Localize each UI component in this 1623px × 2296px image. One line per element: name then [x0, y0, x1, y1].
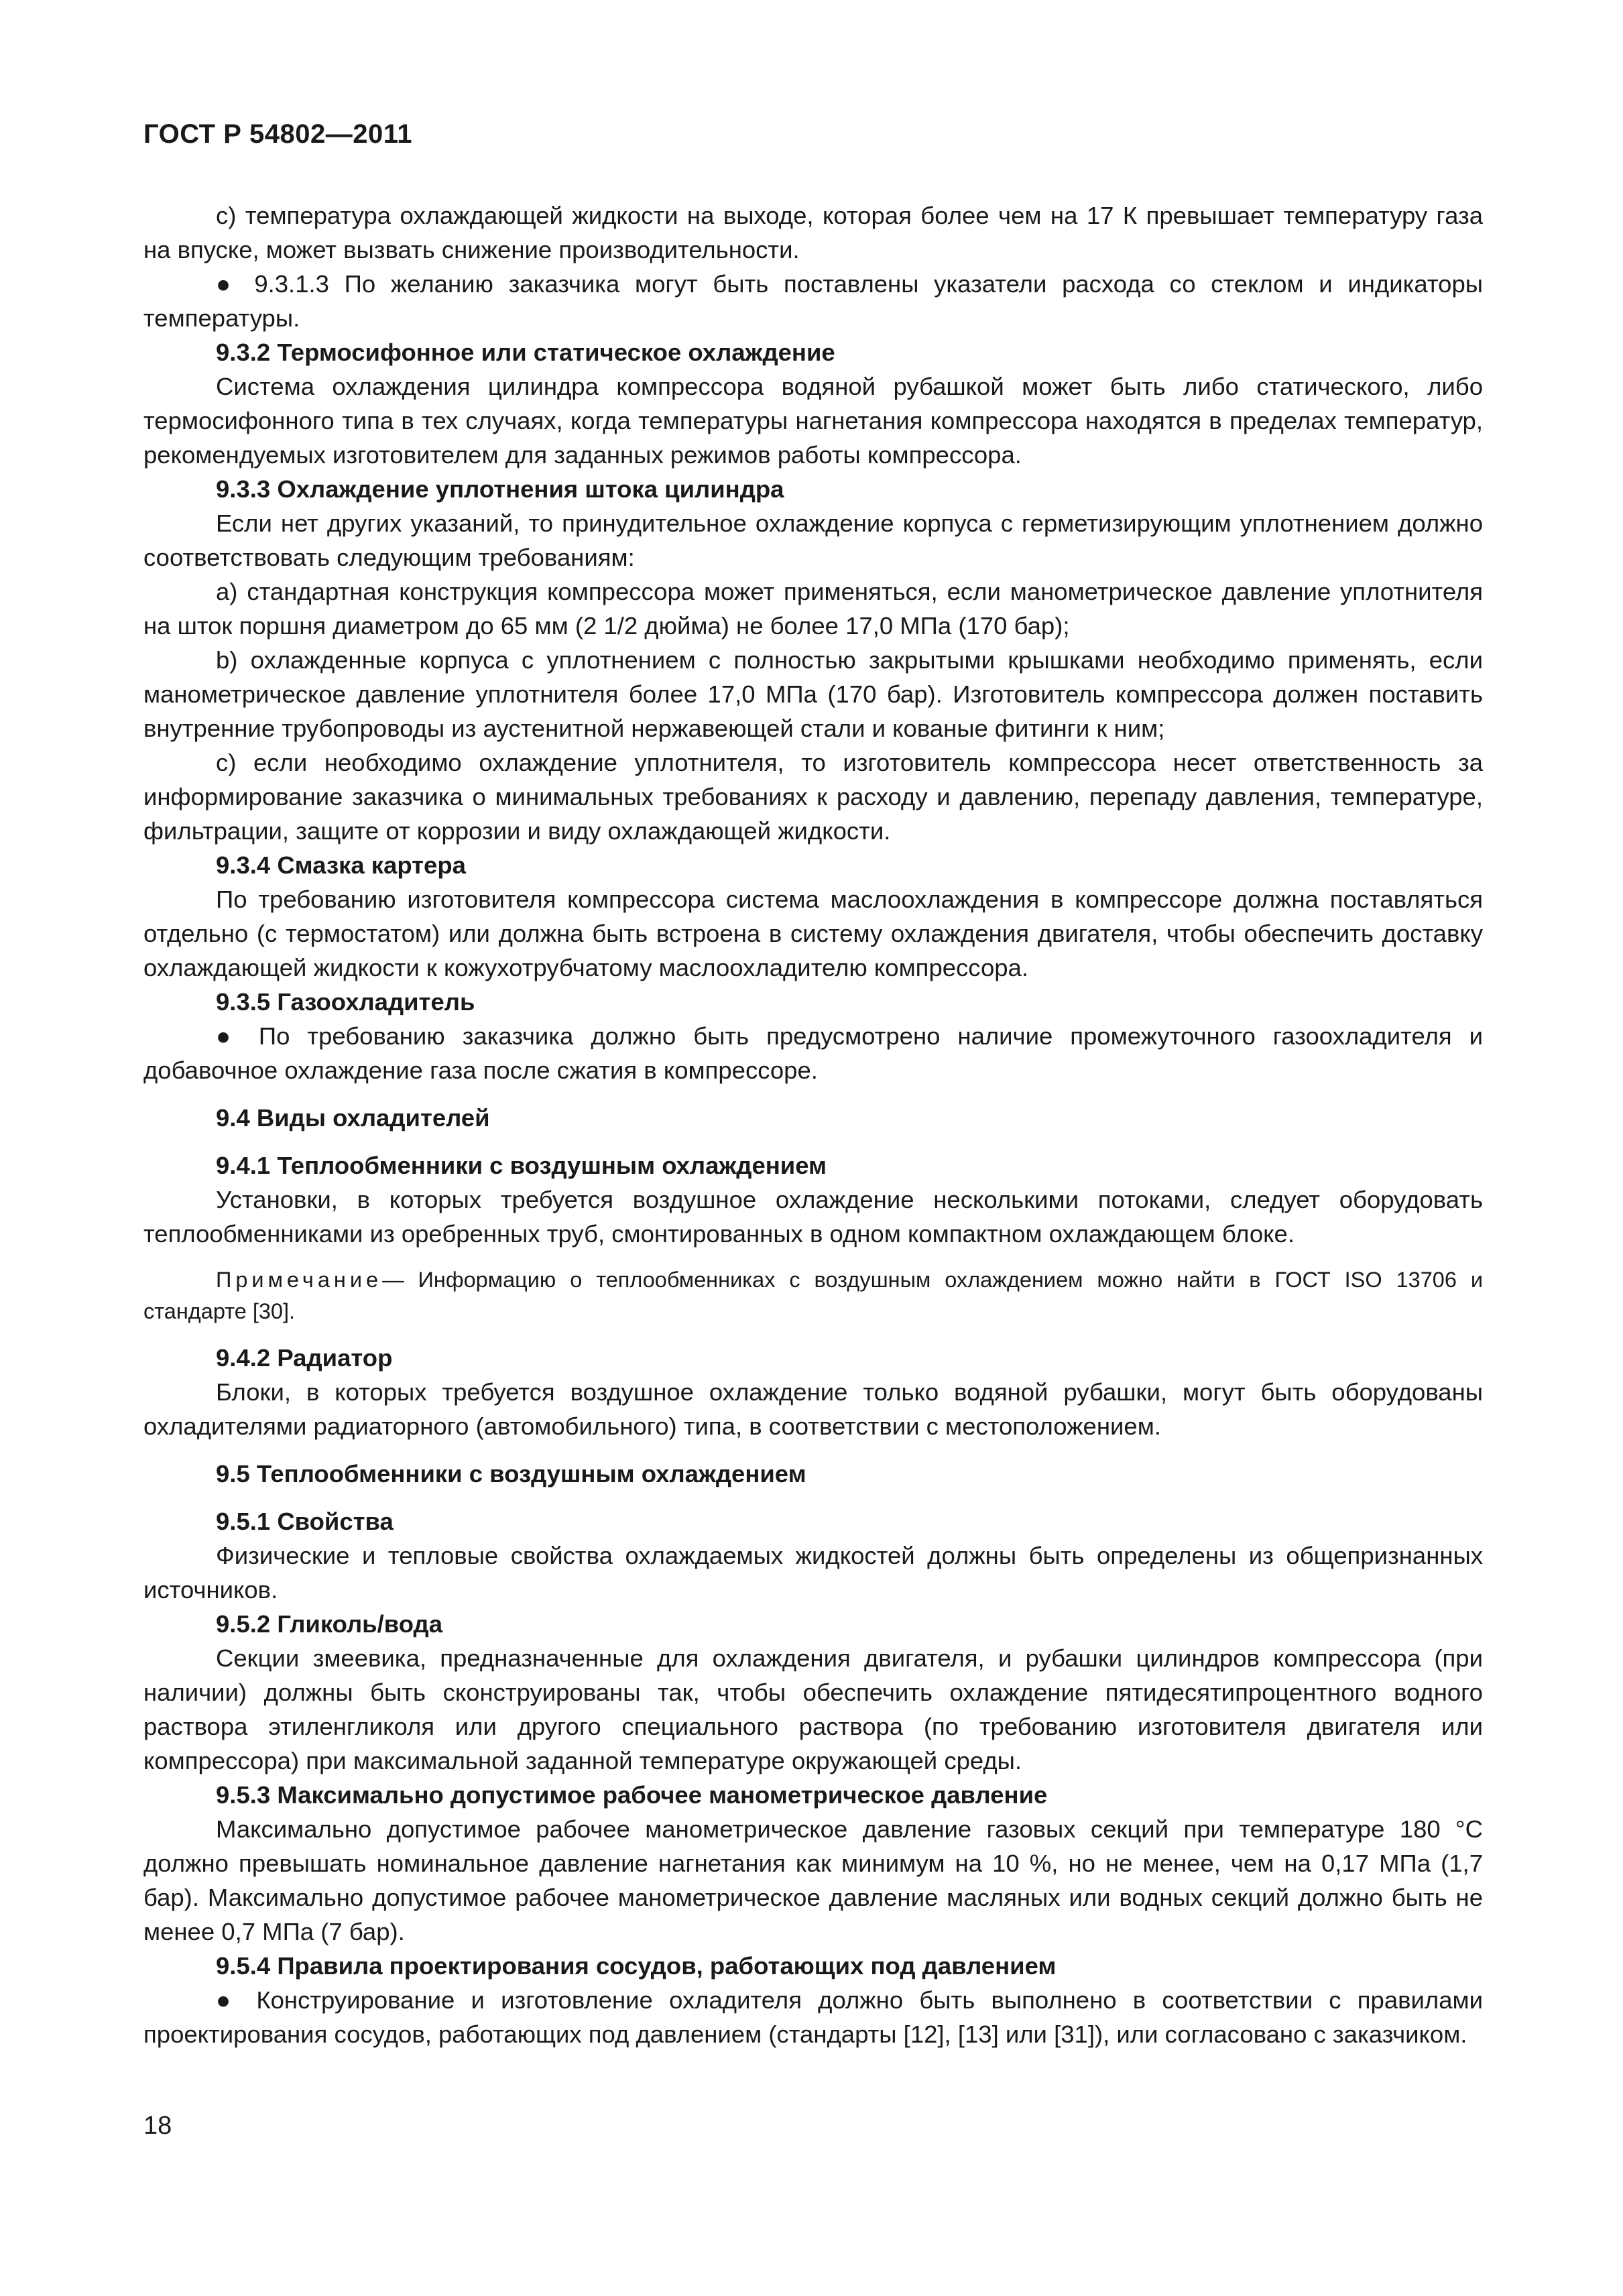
paragraph-9-4-1: Установки, в которых требуется воздушное охлаждение несколькими потоками, следует оборудовать теплообменниками из оребренных труб, смонтированных в одном компактном охлаждающем блоке. — [143, 1186, 1483, 1248]
heading-9-5-4: 9.5.4 Правила проектирования сосудов, работающих под давлением — [216, 1952, 1057, 1980]
heading-9-5-3: 9.5.3 Максимально допустимое рабочее манометрическое давление — [216, 1781, 1048, 1809]
heading-9-3-4: 9.3.4 Смазка картера — [216, 851, 466, 879]
heading-9-5: 9.5 Теплообменники с воздушным охлаждением — [216, 1460, 806, 1488]
note-9-4-1 — [143, 1264, 1483, 1327]
paragraph-9-3-3-a: a) стандартная конструкция компрессора может применяться, если манометрическое давление уплотнителя на шток поршня диаметром до 65 мм (2 1/2 дюйма) не более 17,0 МПа (170 бар); — [143, 578, 1483, 640]
document-body — [143, 198, 1483, 2051]
paragraph-9-3-2: Система охлаждения цилиндра компрессора водяной рубашкой может быть либо статического, либо термосифонного типа в тех случаях, когда температуры нагнетания компрессора находятся в пределах температур, рекомендуемых изготовителем для заданных режимов работы компрессора. — [143, 373, 1483, 469]
heading-9-3-2: 9.3.2 Термосифонное или статическое охлаждение — [216, 339, 835, 366]
paragraph-9-3-3-c: с) если необходимо охлаждение уплотнителя, то изготовитель компрессора несет ответственность за информирование заказчика о минимальных требованиях к расходу и давлению, перепаду давления, температуре, фильтрации, защите от коррозии и виду охлаждающей жидкости. — [143, 749, 1483, 845]
note-label: Примечание — [216, 1268, 383, 1292]
paragraph-9-5-4: ● Конструирование и изготовление охладителя должно быть выполнено в соответствии с правилами проектирования сосудов, работающих под давлением (стандарты [12], [13] или [31]), или согласовано с заказчиком. — [143, 1986, 1483, 2048]
paragraph-9-5-1: Физические и тепловые свойства охлаждаемых жидкостей должны быть определены из общепризнанных источников. — [143, 1542, 1483, 1604]
page-number: 18 — [143, 2112, 172, 2140]
paragraph-9-5-2: Секции змеевика, предназначенные для охлаждения двигателя, и рубашки цилиндров компрессора (при наличии) должны быть сконструированы так, чтобы обеспечить охлаждение пятидесятипроцентного водного раствора этиленгликоля или другого специального раствора (по требованию изготовителя двигателя или компрессора) при максимальной заданной температуре окружающей среды. — [143, 1644, 1483, 1774]
document-header: ГОСТ Р 54802—2011 — [143, 119, 412, 149]
paragraph-9-3-5: ● По требованию заказчика должно быть предусмотрено наличие промежуточного газоохладителя и добавочное охлаждение газа после сжатия в компрессоре. — [143, 1022, 1483, 1084]
heading-9-3-3: 9.3.3 Охлаждение уплотнения штока цилиндра — [216, 475, 784, 503]
paragraph-9-3-1-3: ● 9.3.1.3 По желанию заказчика могут быть поставлены указатели расхода со стеклом и индикаторы температуры. — [143, 270, 1483, 332]
paragraph-9-4-2: Блоки, в которых требуется воздушное охлаждение только водяной рубашки, могут быть оборудованы охладителями радиаторного (автомобильного) типа, в соответствии с местоположением. — [143, 1378, 1483, 1440]
paragraph-9-3-3-b: b) охлажденные корпуса с уплотнением с полностью закрытыми крышками необходимо применять, если манометрическое давление уплотнителя более 17,0 МПа (170 бар). Изготовитель компрессора должен поставить внутренние трубопроводы из аустенитной нержавеющей стали и кованые фитинги к ним; — [143, 646, 1483, 742]
heading-9-5-1: 9.5.1 Свойства — [216, 1508, 394, 1535]
note-text: — Информацию о теплообменниках с воздушным охлаждением можно найти в ГОСТ ISO 13706 и стандарте [30]. — [143, 1268, 1483, 1323]
heading-9-3-5: 9.3.5 Газоохладитель — [216, 988, 475, 1016]
paragraph-9-3-4: По требованию изготовителя компрессора система маслоохлаждения в компрессоре должна поставляться отдельно (с термостатом) или должна быть встроена в систему охлаждения двигателя, чтобы обеспечить доставку охлаждающей жидкости к кожухотрубчатому маслоохладителю компрессора. — [143, 886, 1483, 981]
heading-9-5-2: 9.5.2 Гликоль/вода — [216, 1610, 442, 1638]
paragraph-9-5-3: Максимально допустимое рабочее манометрическое давление газовых секций при температуре 180 °С должно превышать номинальное давление нагнетания как минимум на 10 %, но не менее, чем на 0,17 МПа (1,7 бар). Максимально допустимое рабочее манометрическое давление масляных или водных секций должно быть не менее 0,7 МПа (7 бар). — [143, 1815, 1483, 1945]
paragraph-9-3-1-2-c: с) температура охлаждающей жидкости на выходе, которая более чем на 17 К превышает температуру газа на впуске, может вызвать снижение производительности. — [143, 202, 1483, 263]
heading-9-4-2: 9.4.2 Радиатор — [216, 1344, 393, 1372]
heading-9-4: 9.4 Виды охладителей — [216, 1104, 490, 1132]
heading-9-4-1: 9.4.1 Теплообменники с воздушным охлаждением — [216, 1152, 827, 1179]
paragraph-9-3-3-intro: Если нет других указаний, то принудительное охлаждение корпуса с герметизирующим уплотнением должно соответствовать следующим требованиям: — [143, 509, 1483, 571]
